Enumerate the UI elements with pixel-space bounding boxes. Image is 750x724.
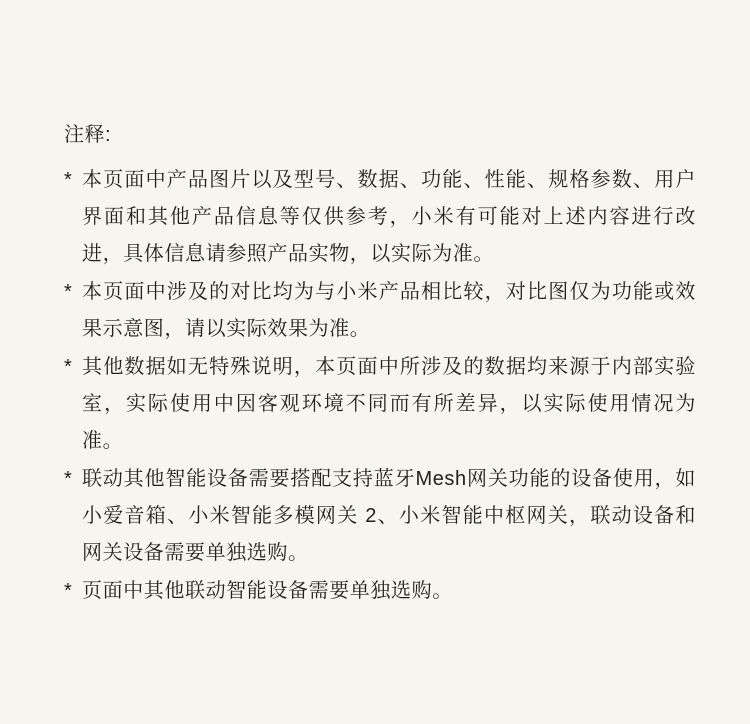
bullet-marker: * (64, 356, 73, 378)
note-text: 本页面中涉及的对比均为与小米产品相比较，对比图仅为功能或效果示意图，请以实际效果为准。 (82, 281, 696, 340)
list-item (64, 349, 698, 460)
bullet-marker: * (64, 468, 73, 490)
bullet-marker: * (64, 580, 73, 602)
note-text: 页面中其他联动智能设备需要单独选购。 (82, 580, 453, 602)
list-item (64, 573, 698, 610)
list-item (64, 162, 698, 273)
bullet-marker: * (64, 169, 73, 191)
bullet-marker: * (64, 281, 73, 303)
note-text: 其他数据如无特殊说明，本页面中所涉及的数据均来源于内部实验室，实际使用中因客观环境不同而有所差异，以实际使用情况为准。 (82, 356, 696, 452)
note-text: 联动其他智能设备需要搭配支持蓝牙Mesh网关功能的设备使用，如小爱音箱、小米智能多模网关 2、小米智能中枢网关，联动设备和网关设备需要单独选购。 (82, 468, 696, 564)
page-title: 注释: (64, 124, 112, 146)
notes-list (64, 162, 698, 610)
list-item (64, 461, 698, 572)
list-item (64, 274, 698, 348)
note-text: 本页面中产品图片以及型号、数据、功能、性能、规格参数、用户界面和其他产品信息等仅供参考，小米有可能对上述内容进行改进，具体信息请参照产品实物，以实际为准。 (82, 169, 696, 265)
